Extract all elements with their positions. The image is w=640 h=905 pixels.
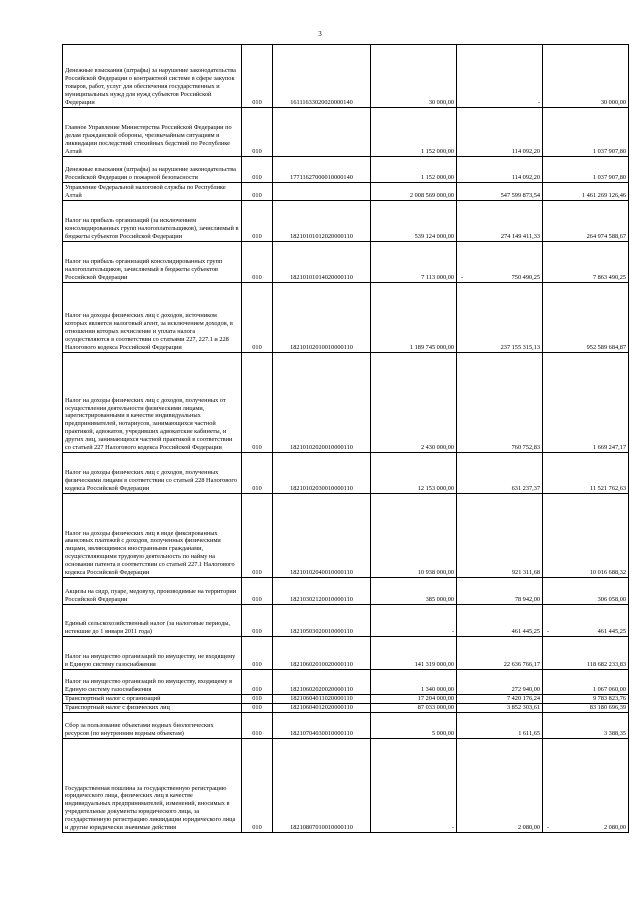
row-name-cell [63, 637, 242, 670]
row-code-cell [242, 201, 273, 242]
row-executed-cell [457, 605, 543, 637]
row-code-cell-text: 010 [252, 704, 262, 712]
minus-sign: - [547, 824, 550, 832]
row-plan-cell [371, 578, 457, 605]
row-plan-cell [371, 242, 457, 283]
row-name-cell [63, 670, 242, 695]
row-remaining-cell-text: 7 863 490,25 [592, 274, 626, 282]
table-row [63, 283, 629, 353]
row-executed-cell-text: 237 155 315,13 [500, 344, 540, 352]
row-code-cell-text: 010 [252, 485, 262, 493]
row-kbk-cell-text: 18210602020020000110 [290, 686, 353, 694]
row-name-cell-text: Налог на имущество организаций по имуществу, не входящему в Единую систему газоснабжения [65, 653, 236, 669]
row-plan-cell-text: - [451, 628, 454, 636]
row-name-cell [63, 183, 242, 201]
row-executed-cell [457, 670, 543, 695]
row-executed-cell-text: - [537, 99, 540, 107]
row-executed-cell [457, 353, 543, 453]
row-name-cell-text: Налог на прибыль организаций консолидированных групп налогоплательщиков, зачисляемый в бюджеты субъектов Российской Федерации [65, 258, 223, 282]
row-plan-cell [371, 739, 457, 833]
row-executed-cell-text: 7 420 176,24 [506, 695, 540, 703]
row-remaining-cell-text: 1 669 247,17 [592, 444, 626, 452]
row-name-cell-text: Главное Управление Министерства Российской Федерации по делам гражданской обороны, чрезвычайным ситуациям и ликвидации последствий стихийных бедствий по Республике Алтай [65, 124, 232, 156]
row-executed-cell [457, 739, 543, 833]
row-kbk-cell-text: 18210602010020000110 [290, 661, 353, 669]
row-code-cell [242, 283, 273, 353]
row-remaining-cell [543, 353, 629, 453]
row-name-cell-text: Налог на доходы физических лиц с доходов, полученных от осуществления деятельности физическими лицами, зарегистрированными в качестве индивидуальных предпринимателей, нотариусов, занимающихся частной практикой, адвокатов, учредивших адвокатские кабинеты, и других лиц, занимающихся частной практикой в соответствии со статьей 227 Налогового кодекса Российской Федерации [65, 396, 233, 452]
row-kbk-cell [273, 201, 371, 242]
row-remaining-cell-text: 30 000,00 [600, 99, 626, 107]
row-executed-cell-text: 631 237,37 [511, 485, 540, 493]
minus-sign: - [461, 274, 464, 282]
row-executed-cell-text: 22 636 766,17 [503, 661, 540, 669]
row-remaining-cell [543, 637, 629, 670]
row-plan-cell-text: 5 000,00 [431, 730, 454, 738]
row-executed-cell-text: 114 092,20 [511, 174, 540, 182]
row-name-cell [63, 157, 242, 183]
row-plan-cell-text: 1 152 000,00 [420, 174, 454, 182]
row-remaining-cell-text: 2 080,00 [603, 824, 626, 832]
row-code-cell-text: 010 [252, 596, 262, 604]
row-kbk-cell [273, 283, 371, 353]
row-executed-cell [457, 453, 543, 494]
row-remaining-cell-text: 461 445,25 [597, 628, 626, 636]
row-name-cell [63, 695, 242, 704]
table-row [63, 108, 629, 157]
row-code-cell-text: 010 [252, 824, 262, 832]
row-remaining-cell [543, 157, 629, 183]
row-code-cell-text: 010 [252, 661, 262, 669]
row-remaining-cell [543, 494, 629, 578]
row-code-cell-text: 010 [252, 174, 262, 182]
row-kbk-cell [273, 695, 371, 704]
row-kbk-cell [273, 670, 371, 695]
row-code-cell-text: 010 [252, 730, 262, 738]
row-name-cell-text: Налог на прибыль организаций (за исключением консолидированных групп налогоплательщиков), зачисляемый в бюджеты субъектов Российской Федерации [65, 217, 239, 241]
row-plan-cell [371, 695, 457, 704]
row-plan-cell-text: - [451, 824, 454, 832]
row-remaining-cell-text: 1 037 907,80 [592, 148, 626, 156]
table-row [63, 494, 629, 578]
budget-execution-table [62, 44, 629, 833]
table-row [63, 453, 629, 494]
row-code-cell [242, 670, 273, 695]
row-kbk-cell-text: 18210102030010000110 [290, 485, 353, 493]
row-kbk-cell [273, 242, 371, 283]
row-name-cell [63, 578, 242, 605]
row-code-cell-text: 010 [252, 686, 262, 694]
row-plan-cell-text: 2 430 000,00 [420, 444, 454, 452]
page-number: 3 [318, 30, 322, 38]
row-kbk-cell [273, 578, 371, 605]
table-row [63, 578, 629, 605]
row-kbk-cell [273, 605, 371, 637]
row-kbk-cell [273, 45, 371, 108]
table-row [63, 353, 629, 453]
row-remaining-cell-text: 10 016 688,32 [589, 569, 626, 577]
row-plan-cell-text: 17 204 000,00 [417, 695, 454, 703]
row-name-cell-text: Государственная пошлина за государственную регистрацию юридического лица, физических лиц в качестве индивидуальных предпринимателей, изменений, вносимых в учредительные документы юридического лица, за государственную регистрацию ликвидации юридического лица и другие юридически значимые действия [65, 784, 236, 832]
row-code-cell-text: 010 [252, 148, 262, 156]
row-remaining-cell-text: 264 974 588,67 [586, 233, 626, 241]
row-kbk-cell-text: 18210604011020000110 [290, 695, 353, 703]
row-kbk-cell-text: 18210807010010000110 [290, 824, 353, 832]
row-executed-cell [457, 201, 543, 242]
row-executed-cell [457, 242, 543, 283]
row-remaining-cell-text: 1 067 060,00 [592, 686, 626, 694]
row-executed-cell-text: 3 852 303,61 [506, 704, 540, 712]
row-code-cell [242, 453, 273, 494]
row-plan-cell [371, 201, 457, 242]
row-name-cell-text: Сбор за пользование объектами водных биологических ресурсов (по внутренним водным объектам) [65, 722, 214, 738]
row-name-cell [63, 605, 242, 637]
row-name-cell [63, 739, 242, 833]
row-remaining-cell-text: 118 682 233,83 [586, 661, 626, 669]
row-code-cell-text: 010 [252, 695, 262, 703]
table-row [63, 739, 629, 833]
row-kbk-cell-text: 18210604012020000110 [290, 704, 353, 712]
row-plan-cell-text: 385 000,00 [425, 596, 454, 604]
row-remaining-cell-text: 952 589 684,87 [586, 344, 626, 352]
row-name-cell-text: Налог на доходы физических лиц с доходов, полученных физическими лицами в соответствии со статьей 228 Налогового кодекса Российской Федерации [65, 469, 237, 493]
row-code-cell [242, 242, 273, 283]
row-code-cell-text: 010 [252, 274, 262, 282]
row-name-cell [63, 45, 242, 108]
row-name-cell-text: Единый сельскохозяйственный налог (за налоговые периоды, истекшие до 1 января 2011 года) [65, 620, 231, 636]
row-plan-cell [371, 605, 457, 637]
table-row [63, 201, 629, 242]
row-kbk-cell [273, 713, 371, 739]
row-plan-cell-text: 2 008 569 000,00 [409, 192, 454, 200]
row-name-cell [63, 353, 242, 453]
row-code-cell [242, 605, 273, 637]
row-executed-cell-text: 78 942,00 [514, 596, 540, 604]
row-code-cell [242, 353, 273, 453]
row-remaining-cell-text: 9 783 823,76 [592, 695, 626, 703]
row-remaining-cell [543, 45, 629, 108]
row-name-cell-text: Налог на доходы физических лиц с доходов, источником которых является налоговый агент, за исключением доходов, в отношении которых исчисление и уплата налога осуществляются в соответствии со статьями 227, 227.1 и 228 Налогового кодекса Российской Федерации [65, 312, 233, 352]
row-plan-cell [371, 704, 457, 713]
row-kbk-cell-text: 17711627000010000140 [290, 174, 353, 182]
row-plan-cell-text: 1 340 000,00 [420, 686, 454, 694]
row-kbk-cell [273, 453, 371, 494]
row-name-cell-text: Транспортный налог с организаций [65, 695, 161, 703]
row-name-cell-text: Налог на доходы физических лиц в виде фиксированных авансовых платежей с доходов, полученных физическими лицами, являющимися иностранными гражданами, осуществляющими трудовую деятельность по найму на основании патента в соответствии со статьей 227.1 Налогового кодекса Российской Федерации [65, 529, 235, 577]
row-plan-cell-text: 30 000,00 [428, 99, 454, 107]
row-remaining-cell-text: 1 037 907,80 [592, 174, 626, 182]
row-name-cell [63, 283, 242, 353]
table-row [63, 637, 629, 670]
row-executed-cell [457, 494, 543, 578]
row-executed-cell [457, 108, 543, 157]
row-kbk-cell [273, 183, 371, 201]
row-remaining-cell [543, 578, 629, 605]
row-remaining-cell [543, 713, 629, 739]
row-plan-cell [371, 108, 457, 157]
row-name-cell-text: Акцизы на сидр, пуаре, медовуху, производимые на территории Российской Федерации [65, 588, 237, 604]
table-row [63, 605, 629, 637]
row-code-cell [242, 108, 273, 157]
row-code-cell [242, 45, 273, 108]
row-plan-cell [371, 157, 457, 183]
row-remaining-cell [543, 201, 629, 242]
table-row [63, 45, 629, 108]
row-code-cell [242, 578, 273, 605]
row-executed-cell-text: 461 445,25 [511, 628, 540, 636]
row-remaining-cell [543, 704, 629, 713]
row-kbk-cell [273, 494, 371, 578]
row-plan-cell-text: 1 189 745 000,00 [409, 344, 454, 352]
row-remaining-cell [543, 695, 629, 704]
row-kbk-cell-text: 18210503020010000110 [290, 628, 353, 636]
row-executed-cell-text: 274 149 411,33 [500, 233, 540, 241]
row-name-cell-text: Денежные взыскания (штрафы) за нарушение законодательства Российской Федерации о контрактной системе в сфере закупок товаров, работ, услуг для обеспечения государственных и муниципальных нужд для нужд субъектов Российской Федерации [65, 67, 236, 107]
row-name-cell [63, 108, 242, 157]
row-kbk-cell [273, 353, 371, 453]
table-body [63, 45, 629, 833]
row-executed-cell [457, 45, 543, 108]
row-plan-cell [371, 353, 457, 453]
row-remaining-cell-text: 83 180 696,39 [589, 704, 626, 712]
row-plan-cell-text: 539 124 000,00 [414, 233, 454, 241]
row-kbk-cell-text: 18210102040010000110 [290, 569, 353, 577]
row-remaining-cell [543, 283, 629, 353]
row-code-cell-text: 010 [252, 569, 262, 577]
row-executed-cell [457, 713, 543, 739]
row-kbk-cell [273, 704, 371, 713]
row-remaining-cell [543, 453, 629, 494]
row-name-cell-text: Транспортный налог с физических лиц [65, 704, 170, 712]
minus-sign: - [547, 628, 550, 636]
row-executed-cell-text: 921 311,68 [511, 569, 540, 577]
row-code-cell-text: 010 [252, 233, 262, 241]
row-plan-cell [371, 453, 457, 494]
row-code-cell [242, 494, 273, 578]
row-executed-cell-text: 272 940,00 [511, 686, 540, 694]
row-plan-cell [371, 494, 457, 578]
row-code-cell [242, 704, 273, 713]
row-kbk-cell-text: 18210302120010000110 [290, 596, 353, 604]
table-row [63, 183, 629, 201]
row-executed-cell [457, 637, 543, 670]
row-name-cell [63, 494, 242, 578]
row-plan-cell-text: 7 113 000,00 [421, 274, 454, 282]
row-executed-cell [457, 157, 543, 183]
row-code-cell [242, 157, 273, 183]
row-executed-cell-text: 1 611,65 [518, 730, 540, 738]
row-remaining-cell [543, 242, 629, 283]
row-remaining-cell-text: 3 388,35 [603, 730, 626, 738]
row-code-cell-text: 010 [252, 344, 262, 352]
row-code-cell [242, 695, 273, 704]
row-plan-cell [371, 283, 457, 353]
row-remaining-cell [543, 739, 629, 833]
row-name-cell [63, 704, 242, 713]
table-row [63, 242, 629, 283]
row-remaining-cell [543, 605, 629, 637]
row-remaining-cell-text: 11 521 762,63 [590, 485, 626, 493]
row-plan-cell [371, 713, 457, 739]
row-name-cell [63, 201, 242, 242]
row-remaining-cell [543, 108, 629, 157]
row-executed-cell [457, 183, 543, 201]
row-plan-cell [371, 670, 457, 695]
row-kbk-cell-text: 16111633020020000140 [290, 99, 353, 107]
row-kbk-cell-text: 18210101014020000110 [290, 274, 353, 282]
row-code-cell [242, 739, 273, 833]
row-name-cell-text: Денежные взыскания (штрафы) за нарушение законодательства Российской Федерации о пожарной безопасности [65, 166, 236, 182]
row-code-cell-text: 010 [252, 99, 262, 107]
row-code-cell [242, 183, 273, 201]
row-remaining-cell [543, 670, 629, 695]
row-executed-cell [457, 283, 543, 353]
table-row [63, 157, 629, 183]
row-plan-cell-text: 141 319 000,00 [414, 661, 454, 669]
row-executed-cell [457, 578, 543, 605]
row-kbk-cell-text: 18210102020010000110 [290, 444, 353, 452]
row-kbk-cell-text: 18210101012020000110 [290, 233, 353, 241]
row-code-cell [242, 637, 273, 670]
row-code-cell [242, 713, 273, 739]
row-plan-cell-text: 10 938 000,00 [417, 569, 454, 577]
table-row [63, 695, 629, 704]
row-name-cell-text: Управление Федеральной налоговой службы по Республике Алтай [65, 184, 226, 200]
row-code-cell-text: 010 [252, 192, 262, 200]
row-plan-cell-text: 87 033 000,00 [417, 704, 454, 712]
row-executed-cell-text: 547 599 873,54 [500, 192, 540, 200]
row-code-cell-text: 010 [252, 444, 262, 452]
row-remaining-cell-text: 1 461 269 126,46 [581, 192, 626, 200]
row-kbk-cell [273, 739, 371, 833]
row-name-cell [63, 453, 242, 494]
row-kbk-cell [273, 108, 371, 157]
row-kbk-cell-text: 18210102010010000110 [290, 344, 353, 352]
row-name-cell [63, 713, 242, 739]
row-executed-cell-text: 750 490,25 [511, 274, 540, 282]
row-plan-cell [371, 45, 457, 108]
row-executed-cell [457, 695, 543, 704]
table-row [63, 713, 629, 739]
row-remaining-cell-text: 306 058,00 [597, 596, 626, 604]
row-name-cell-text: Налог на имущество организаций по имуществу, входящему в Единую систему газоснабжения [65, 678, 233, 694]
table-row [63, 670, 629, 695]
row-code-cell-text: 010 [252, 628, 262, 636]
table-row [63, 704, 629, 713]
row-plan-cell [371, 637, 457, 670]
row-executed-cell-text: 2 080,00 [517, 824, 540, 832]
row-kbk-cell [273, 637, 371, 670]
row-executed-cell-text: 114 092,20 [511, 148, 540, 156]
row-kbk-cell-text: 18210704030010000110 [290, 730, 353, 738]
row-executed-cell [457, 704, 543, 713]
row-plan-cell-text: 12 153 000,00 [417, 485, 454, 493]
row-remaining-cell [543, 183, 629, 201]
row-kbk-cell [273, 157, 371, 183]
row-name-cell [63, 242, 242, 283]
row-plan-cell-text: 1 152 000,00 [420, 148, 454, 156]
row-plan-cell [371, 183, 457, 201]
row-executed-cell-text: 760 752,83 [511, 444, 540, 452]
